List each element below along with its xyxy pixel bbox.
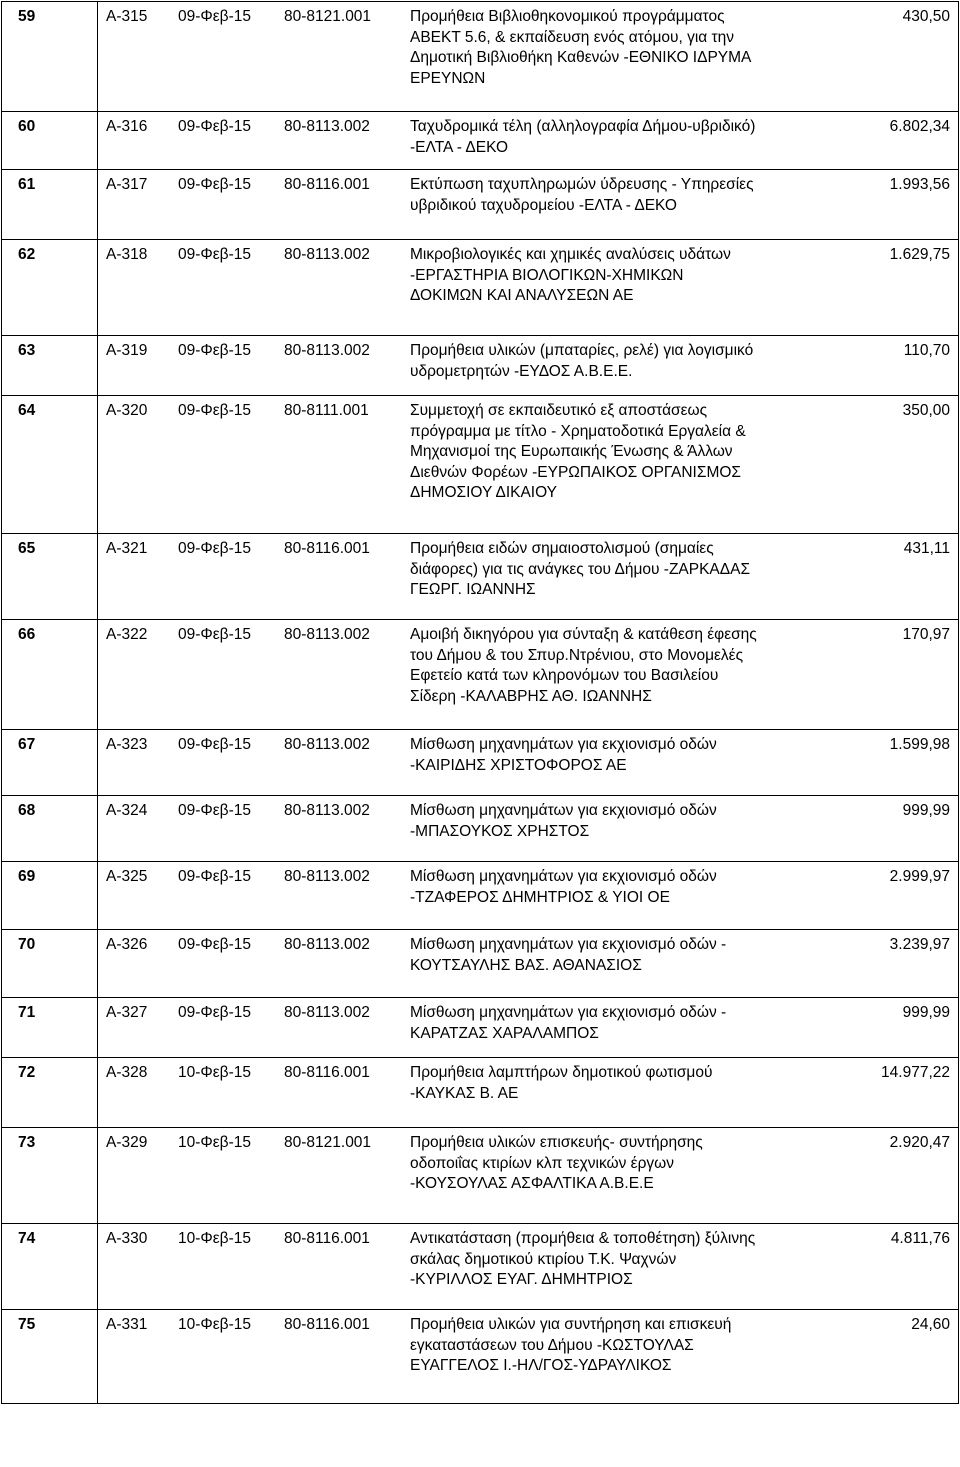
description-line: Μίσθωση μηχανημάτων για εκχιονισμό οδών - (410, 1004, 727, 1021)
description (400, 625, 772, 707)
document-date: 09-Φεβ-15 (178, 868, 251, 885)
table-row (2, 730, 959, 796)
description-line: Προμήθεια υλικών (μπαταρίες, ρελέ) για λογισμικό (410, 342, 754, 359)
document-date: 10-Φεβ-15 (178, 1064, 251, 1081)
description-line: ΑΒΕΚΤ 5.6, & εκπαίδευση ενός ατόμου, για την (410, 28, 735, 46)
table-row (2, 1058, 959, 1128)
document-id: Α-321 (106, 540, 148, 557)
table-row (2, 998, 959, 1058)
amount: 14.977,22 (881, 1064, 950, 1081)
amount: 999,99 (902, 1004, 950, 1021)
row-number: 72 (2, 1058, 98, 1128)
row-fields (98, 240, 958, 307)
budget-code: 80-8111.001 (284, 402, 369, 419)
description-line: ΕΥΑΓΓΕΛΟΣ Ι.-ΗΛ/ΓΟΣ-ΥΔΡΑΥΛΙΚΟΣ (410, 1357, 672, 1374)
row-number: 60 (2, 112, 98, 170)
document-id: Α-330 (106, 1230, 148, 1247)
budget-code: 80-8113.002 (284, 736, 370, 753)
row-number: 59 (2, 2, 98, 112)
amount: 24,60 (911, 1316, 950, 1333)
description-line: -ΚΑΥΚΑΣ Β. ΑΕ (410, 1084, 519, 1102)
table-row (2, 170, 959, 240)
amount: 1.993,56 (889, 176, 950, 193)
budget-code: 80-8121.001 (284, 8, 372, 25)
document-id: Α-317 (106, 176, 148, 193)
description-line: Μίσθωση μηχανημάτων για εκχιονισμό οδών (410, 802, 717, 819)
document-id: Α-323 (106, 736, 148, 753)
amount: 2.999,97 (889, 868, 950, 885)
amount: 170,97 (902, 626, 950, 643)
budget-code: 80-8113.002 (284, 626, 370, 643)
amount: 6.802,34 (889, 118, 950, 135)
budget-code: 80-8113.002 (284, 342, 370, 359)
description-line: -ΕΛΤΑ - ΔΕΚΟ (410, 138, 509, 156)
description-line: ΕΡΕΥΝΩΝ (410, 69, 486, 87)
description-line: υβριδικού ταχυδρομείου -ΕΛΤΑ - ΔΕΚΟ (410, 196, 677, 214)
description (400, 175, 772, 216)
amount: 3.239,97 (889, 936, 950, 953)
description-line: Προμήθεια υλικών για συντήρηση και επισκευή (410, 1316, 732, 1333)
row-number: 67 (2, 730, 98, 796)
description (400, 1003, 772, 1044)
description (400, 539, 772, 601)
document-id: Α-329 (106, 1134, 148, 1151)
row-fields (98, 1310, 958, 1377)
row-number: 73 (2, 1128, 98, 1224)
row-fields (98, 1224, 958, 1291)
table-row (2, 2, 959, 112)
table-row (2, 1310, 959, 1404)
description (400, 117, 772, 158)
budget-code: 80-8116.001 (284, 176, 370, 193)
description-line: -ΚΑΙΡΙΔΗΣ ΧΡΙΣΤΟΦΟΡΟΣ ΑΕ (410, 756, 627, 774)
description (400, 1315, 772, 1377)
row-details (98, 998, 959, 1058)
document-date: 09-Φεβ-15 (178, 176, 251, 193)
row-number: 66 (2, 620, 98, 730)
description (400, 1229, 772, 1291)
row-details (98, 534, 959, 620)
table-body (2, 2, 959, 1404)
description-line: Ταχυδρομικά τέλη (αλληλογραφία Δήμου-υβριδικό) (410, 118, 756, 135)
document-id: Α-326 (106, 936, 148, 953)
row-number: 63 (2, 336, 98, 396)
description (400, 401, 772, 504)
row-details (98, 240, 959, 336)
table-row (2, 1224, 959, 1310)
row-fields (98, 112, 958, 158)
description-line: Εφετείο κατά των κληρονόμων του Βασιλείου (410, 667, 719, 684)
document-id: Α-316 (106, 118, 148, 135)
row-number: 65 (2, 534, 98, 620)
document-date: 09-Φεβ-15 (178, 402, 251, 419)
row-details (98, 170, 959, 240)
row-fields (98, 862, 958, 908)
budget-code: 80-8116.001 (284, 1316, 370, 1333)
row-fields (98, 930, 958, 976)
description (400, 935, 772, 976)
row-details (98, 2, 959, 112)
row-number: 70 (2, 930, 98, 998)
amount: 4.811,76 (890, 1230, 950, 1247)
description-line: -ΚΟΥΣΟΥΛΑΣ ΑΣΦΑΛΤΙΚΑ Α.Β.Ε.Ε (410, 1175, 654, 1192)
row-fields (98, 1058, 958, 1104)
amount: 2.920,47 (889, 1134, 950, 1151)
amount: 430,50 (902, 8, 950, 25)
document-date: 10-Φεβ-15 (178, 1134, 251, 1151)
description-line: Αντικατάσταση (προμήθεια & τοποθέτηση) ξύλινης (410, 1230, 756, 1247)
row-number: 64 (2, 396, 98, 534)
row-details (98, 336, 959, 396)
row-details (98, 862, 959, 930)
amount: 999,99 (902, 802, 950, 819)
table-row (2, 1128, 959, 1224)
document-id: Α-322 (106, 626, 148, 643)
budget-code: 80-8116.001 (284, 1064, 370, 1081)
table-row (2, 534, 959, 620)
table-row (2, 930, 959, 998)
document-id: Α-319 (106, 342, 148, 359)
description-line: οδοποιΐας κτιρίων κλπ τεχνικών έργων (410, 1154, 675, 1172)
document-id: Α-328 (106, 1064, 148, 1081)
description-line: Προμήθεια λαμπτήρων δημοτικού φωτισμού (410, 1064, 713, 1081)
row-fields (98, 336, 958, 382)
document-id: Α-327 (106, 1004, 148, 1021)
table-row (2, 240, 959, 336)
row-details (98, 1224, 959, 1310)
description-line: Αμοιβή δικηγόρου για σύνταξη & κατάθεση έφεσης (410, 626, 757, 643)
description-line: ΔΟΚΙΜΩΝ ΚΑΙ ΑΝΑΛΥΣΕΩΝ ΑΕ (410, 287, 634, 304)
description (400, 341, 772, 382)
budget-code: 80-8113.002 (284, 868, 370, 885)
budget-code: 80-8121.001 (284, 1134, 372, 1151)
row-details (98, 796, 959, 862)
row-number: 61 (2, 170, 98, 240)
description-line: -ΚΥΡΙΛΛΟΣ ΕΥΑΓ. ΔΗΜΗΤΡΙΟΣ (410, 1271, 633, 1288)
row-fields (98, 2, 958, 89)
document-date: 09-Φεβ-15 (178, 246, 251, 263)
budget-code: 80-8113.002 (284, 1004, 370, 1021)
description-line: υδρομετρητών -ΕΥΔΟΣ Α.Β.Ε.Ε. (410, 362, 633, 380)
row-fields (98, 998, 958, 1044)
document-date: 09-Φεβ-15 (178, 936, 251, 953)
description-line: Μίσθωση μηχανημάτων για εκχιονισμό οδών (410, 736, 717, 753)
document-id: Α-325 (106, 868, 148, 885)
description-line: Μικροβιολογικές και χημικές αναλύσεις υδάτων (410, 246, 731, 263)
description (400, 735, 772, 776)
description-line: -ΤΖΑΦΕΡΟΣ ΔΗΜΗΤΡΙΟΣ & ΥΙΟΙ ΟΕ (410, 888, 670, 906)
description (400, 801, 772, 842)
description-line: Σίδερη -ΚΑΛΑΒΡΗΣ ΑΘ. ΙΩΑΝΝΗΣ (410, 687, 652, 705)
row-fields (98, 796, 958, 842)
document-id: Α-315 (106, 8, 148, 25)
amount: 1.599,98 (889, 736, 950, 753)
budget-code: 80-8116.001 (284, 540, 370, 557)
row-fields (98, 534, 958, 601)
row-details (98, 1128, 959, 1224)
description-line: σκάλας δημοτικού κτιρίου Τ.Κ. Ψαχνών (410, 1250, 677, 1268)
row-details (98, 620, 959, 730)
description (400, 1133, 772, 1195)
row-details (98, 930, 959, 998)
document-id: Α-331 (106, 1316, 148, 1333)
row-number: 75 (2, 1310, 98, 1404)
row-number: 62 (2, 240, 98, 336)
description-line: ΚΟΥΤΣΑΥΛΗΣ ΒΑΣ. ΑΘΑΝΑΣΙΟΣ (410, 956, 642, 974)
description (400, 245, 772, 307)
description-line: Συμμετοχή σε εκπαιδευτικό εξ αποστάσεως (410, 402, 708, 419)
row-number: 74 (2, 1224, 98, 1310)
row-fields (98, 620, 958, 707)
description-line: ΔΗΜΟΣΙΟΥ ΔΙΚΑΙΟΥ (410, 484, 558, 501)
document-date: 10-Φεβ-15 (178, 1230, 251, 1247)
row-fields (98, 1128, 958, 1195)
document-date: 09-Φεβ-15 (178, 1004, 251, 1021)
table-row (2, 620, 959, 730)
description-line: Προμήθεια υλικών επισκευής- συντήρησης (410, 1134, 703, 1151)
description-line: διάφορες) για τις ανάγκες του Δήμου -ΖΑΡΚΑΔΑΣ (410, 560, 751, 578)
budget-code: 80-8113.002 (284, 802, 370, 819)
description-line: Μίσθωση μηχανημάτων για εκχιονισμό οδών - (410, 936, 727, 953)
table-row (2, 396, 959, 534)
amount: 350,00 (902, 402, 950, 419)
description-line: Προμήθεια ειδών σημαιοστολισμού (σημαίες (410, 540, 714, 557)
amount: 110,70 (903, 342, 950, 359)
budget-code: 80-8116.001 (284, 1230, 370, 1247)
row-details (98, 396, 959, 534)
table-row (2, 796, 959, 862)
table-row (2, 862, 959, 930)
description-line: ΓΕΩΡΓ. ΙΩΑΝΝΗΣ (410, 581, 536, 598)
description-line: -ΕΡΓΑΣΤΗΡΙΑ ΒΙΟΛΟΓΙΚΩΝ-ΧΗΜΙΚΩΝ (410, 266, 684, 284)
description-line: Δημοτική Βιβλιοθήκη Καθενών -ΕΘΝΙΚΟ ΙΔΡΥΜΑ (410, 49, 752, 66)
amount: 1.629,75 (889, 246, 950, 263)
description (400, 1063, 772, 1104)
document-id: Α-324 (106, 802, 148, 819)
row-details (98, 1310, 959, 1404)
document-date: 09-Φεβ-15 (178, 736, 251, 753)
description-line: ΚΑΡΑΤΖΑΣ ΧΑΡΑΛΑΜΠΟΣ (410, 1024, 599, 1042)
description-line: εγκαταστάσεων του Δήμου -ΚΩΣΤΟΥΛΑΣ (410, 1336, 694, 1354)
description-line: Εκτύπωση ταχυπληρωμών ύδρευσης - Υπηρεσίες (410, 176, 754, 193)
row-fields (98, 396, 958, 504)
row-number: 68 (2, 796, 98, 862)
document-date: 09-Φεβ-15 (178, 342, 251, 359)
row-fields (98, 170, 958, 216)
document-id: Α-320 (106, 402, 148, 419)
description-line: Διεθνών Φορέων -ΕΥΡΩΠΑΙΚΟΣ ΟΡΓΑΝΙΣΜΟΣ (410, 463, 741, 481)
document-date: 09-Φεβ-15 (178, 540, 251, 557)
description-line: Προμήθεια Βιβλιοθηκονομικού προγράμματος (410, 8, 725, 25)
description (400, 867, 772, 908)
budget-code: 80-8113.002 (284, 246, 370, 263)
row-details (98, 1058, 959, 1128)
document-date: 10-Φεβ-15 (178, 1316, 251, 1333)
row-fields (98, 730, 958, 776)
description-line: Μηχανισμοί της Ευρωπαικής Ένωσης & Άλλων (410, 443, 733, 460)
row-details (98, 112, 959, 170)
amount: 431,11 (903, 540, 950, 557)
payments-table (1, 1, 959, 1404)
document-date: 09-Φεβ-15 (178, 8, 251, 25)
description-line: Μίσθωση μηχανημάτων για εκχιονισμό οδών (410, 868, 717, 885)
row-number: 71 (2, 998, 98, 1058)
document-date: 09-Φεβ-15 (178, 118, 251, 135)
document-id: Α-318 (106, 246, 148, 263)
document-date: 09-Φεβ-15 (178, 802, 251, 819)
document-date: 09-Φεβ-15 (178, 626, 251, 643)
row-details (98, 730, 959, 796)
description-line: πρόγραμμα με τίτλο - Χρηματοδοτικά Εργαλεία & (410, 422, 746, 440)
table-row (2, 336, 959, 396)
table-row (2, 112, 959, 170)
description-line: -ΜΠΑΣΟΥΚΟΣ ΧΡΗΣΤΟΣ (410, 822, 590, 840)
description-line: του Δήμου & του Σπυρ.Ντρένιου, στο Μονομελές (410, 646, 744, 664)
row-number: 69 (2, 862, 98, 930)
budget-code: 80-8113.002 (284, 118, 370, 135)
budget-code: 80-8113.002 (284, 936, 370, 953)
description (400, 7, 772, 89)
